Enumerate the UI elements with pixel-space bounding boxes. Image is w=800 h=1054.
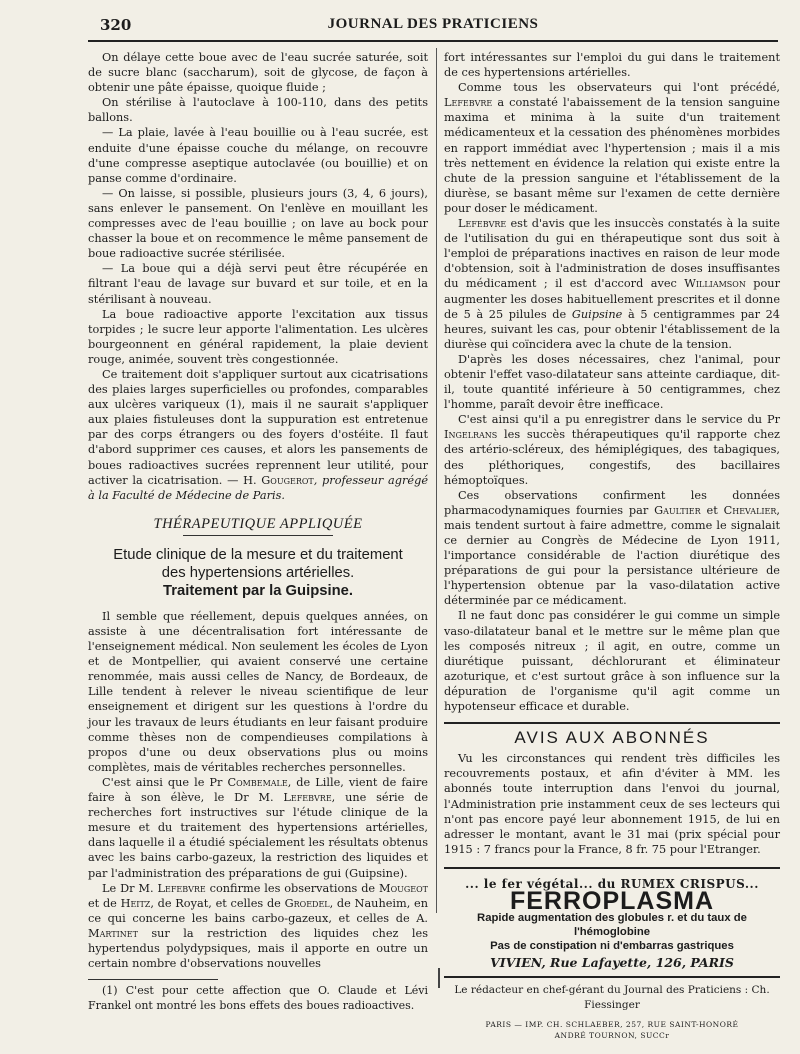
person-name: Ingelrans xyxy=(444,428,498,442)
notice-box xyxy=(444,722,780,857)
person-name: Williamson xyxy=(684,277,746,291)
footnote: (1) C'est pour cette affection que O. Claude et Lévi Frankel ont montré les bons effets des boues radioactives. xyxy=(88,984,428,1012)
ad-claim: Rapide augmentation des globules r. et du taux de l'hémoglobine xyxy=(477,912,747,939)
article-title-line: des hypertensions artérielles. xyxy=(161,564,355,581)
section-rule xyxy=(183,535,333,536)
article-subtitle: Traitement par la Guipsine. xyxy=(163,582,353,599)
person-name: Lefebvre xyxy=(283,791,332,805)
paragraph: D'après les doses nécessaires, chez l'animal, pour obtenir l'effet vaso-dilatateur sans atteinte cardiaque, dit-il, toute quantité inférieure à 50 centigrammes, chez l'homme, paraît devoir être inefficace. xyxy=(444,352,780,412)
paragraph: — On laisse, si possible, plusieurs jours (3, 4, 6 jours), sans enlever le pansement. On l'enlève en mouillant les compresses avec de l'eau bouillie ; on lave au bock pour chasser la boue et on recommence le même pansement de boue radioactive sucrée stérilisée. xyxy=(88,186,428,261)
printer-line: ANDRÉ TOURNON, SUCCr xyxy=(554,1031,670,1041)
advertisement xyxy=(444,867,780,978)
paragraph xyxy=(444,488,780,609)
footnote-rule xyxy=(88,979,218,980)
article-title-line: Etude clinique de la mesure et du traitement xyxy=(113,546,403,563)
paragraph xyxy=(88,367,428,503)
author-name: Gougerot xyxy=(261,473,314,487)
text-run: C'est ainsi qu'il a pu enregistrer dans le service du Pr xyxy=(458,413,780,427)
text-run: Ces observations confirment les données pharmacodynamiques fournies par xyxy=(444,488,780,517)
person-name: Martinet xyxy=(88,926,138,940)
paragraph xyxy=(444,412,780,487)
author-affiliation: , professeur agrégé à la Faculté de Médecine de Paris. xyxy=(88,473,428,502)
text-run: , de Nauheim, en ce qui concerne les bains carbo-gazeux, et celles de A. xyxy=(88,896,429,925)
person-name: Chevalier xyxy=(723,503,777,517)
person-name: Gaultier xyxy=(654,503,701,517)
paragraph: On délaye cette boue avec de l'eau sucrée saturée, soit de sucre blanc (saccharum), soit de glycose, de façon à obtenir une pâte épaisse, quoique fluide ; xyxy=(88,51,428,95)
paragraph xyxy=(88,775,428,881)
ad-tagline: ... le fer végétal... du RUMEX CRISPUS... xyxy=(465,876,759,891)
notice-title: AVIS AUX ABONNÉS xyxy=(514,728,710,748)
paragraph: Il ne faut donc pas considérer le gui comme un simple vaso-dilatateur banal et le mettre sur le même plan que les composés nitreux ; il agit, en outre, comme un diurétique puissant, déchlorurant et éliminateur azoturique, et c'est surtout grâce à son influence sur la dépuration de l'organisme qu'il agit comme un hypotenseur efficace et durable. xyxy=(444,609,780,714)
printer-line: PARIS — IMP. CH. SCHLAEBER, 257, RUE SAINT-HONORÉ xyxy=(485,1020,739,1030)
page-header xyxy=(88,14,778,42)
section-title: THÉRAPEUTIQUE APPLIQUÉE xyxy=(153,515,363,532)
notice-text: Vu les circonstances qui rendent très difficiles les recouvrements postaux, et afin d'éviter à MM. les abonnés toute interruption dans l'envoi du journal, l'Administration prie instamment ceux de ses lecteurs qui n'ont pas encore payé leur abonnement 1915, de lui en adresser le montant, avant le 31 mai (prix spécial pour 1915 : 7 francs pour la France, 8 fr. 75 pour l'Etranger. xyxy=(444,752,780,856)
text-run: est d'avis que les insuccès constatés à la suite de l'utilisation du gui en thérapeutique sont dus soit à l'emploi de préparations inactives en raison de leur mode d'obtension, soit à l'administration de doses insuffisantes du médicament ; il est d'accord avec xyxy=(444,217,780,291)
text-run: les succès thérapeutiques qu'il rapporte chez des artério-scléreux, des hémiplégiques, des tabagiques, des pléthoriques, congestifs, des bacillaires hémoptoïques. xyxy=(444,428,780,487)
editor-line: Le rédacteur en chef-gérant du Journal des Praticiens : Ch. Fiessinger xyxy=(454,984,770,1012)
text-run: confirme les observations de xyxy=(205,881,380,895)
ad-address: VIVIEN, Rue Lafayette, 126, PARIS xyxy=(490,955,734,971)
right-column xyxy=(444,50,780,1041)
paragraph xyxy=(444,80,780,216)
ad-brand: FERROPLASMA xyxy=(509,886,715,915)
text-run: C'est ainsi que le Pr xyxy=(102,775,228,789)
ad-claim: Pas de constipation ni d'embarras gastriques xyxy=(490,940,734,953)
person-name: Mougeot xyxy=(379,881,429,895)
text-run: et xyxy=(700,503,724,517)
text-run: a constaté l'abaissement de la tension sanguine maxima et minima à la suite d'un traitement médicamenteux et la cessation des phénomènes morbides en rapport immédiat avec l'hypertension ; mais il a mis très nettement en évidence la relation qui existe entre la chute de la pression sanguine et l'établissement de la diurèse, se basant même sur l'examen de cette dernière pour doser le médicament. xyxy=(444,96,780,215)
person-name: Groedel xyxy=(284,896,330,910)
paragraph xyxy=(444,216,780,352)
text-run: à 5 centigrammes par 24 heures, suivant les cas, pour obtenir l'établissement de la diurèse qui coïncidera avec la chute de la tension. xyxy=(444,307,780,351)
left-column xyxy=(88,50,428,1013)
paragraph xyxy=(88,881,428,972)
text-run: Comme tous les observateurs qui l'ont précédé, xyxy=(458,81,780,95)
paragraph-text: Ce traitement doit s'appliquer surtout aux cicatrisations des plaies larges superficielles ou profondes, comparables aux ulcères variqueux (1), mais il ne saurait s'appliquer aux plaies fistuleuses dont la suppuration est entretenue par des corps étrangers ou des foyers d'ostéite. Il faut d'abord supprimer ces causes, et alors les pansements de boues radioactives sucrées reprennent leur utilité, pour activer la cicatrisation. — H. xyxy=(88,367,428,487)
person-name: Combemale xyxy=(227,775,288,789)
person-name: Lefebvre xyxy=(458,217,507,231)
paragraph: — La plaie, lavée à l'eau bouillie ou à l'eau sucrée, est enduite d'une épaisse couche du mélange, on recouvre d'une compresse aseptique autoclavée (ou bouillie) et on panse comme d'ordinaire. xyxy=(88,126,428,185)
text-run: , mais tendent surtout à faire admettre, comme le signalait ce dernier au Congrès de Médecine de Lyon 1911, l'importance considérable de l'action diurétique des préparations de gui pour la persistance ultérieure de l'hypertension obtenue par la vaso-dilatation active déterminée par ce médicament. xyxy=(444,503,780,608)
text-run: pour augmenter les doses habituellement prescrites et il donne de 5 à 25 pilules de xyxy=(444,277,780,321)
text-run: Le Dr M. xyxy=(102,881,158,895)
person-name: Heitz xyxy=(120,896,151,910)
person-name: Lefebvre xyxy=(444,96,493,110)
column-divider xyxy=(436,48,437,913)
text-run: sur la restriction des liquides chez les hypertendus polydypsiques, mais il apporte en outre un certain nombre d'observations nouvelles xyxy=(88,926,428,971)
product-name: Guipsine xyxy=(571,307,623,321)
text-run: et de xyxy=(88,896,121,910)
printer-imprint xyxy=(444,1019,780,1041)
paper-mark xyxy=(438,968,440,988)
text-run: , de Lille, vient de faire faire à son élève, le Dr M. xyxy=(88,775,428,805)
paragraph: — La boue qui a déjà servi peut être récupérée en filtrant l'eau de lavage sur buvard et sur toile, et en la stérilisant à nouveau. xyxy=(88,262,428,306)
article-title xyxy=(88,546,428,600)
paragraph: La boue radioactive apporte l'excitation aux tissus torpides ; le sucre leur apporte l'alimentation. Les ulcères bourgeonnent en général rapidement, la plaie devient rouge, animée, souvent très congestionnée. xyxy=(88,307,428,366)
text-run: , une série de recherches fort instructives sur l'étude clinique de la mesure et du traitement des hypertensions artérielles, dans laquelle il a étudié spécialement les résultats obtenus avec les bains carbo-gazeux, la restriction des liquides et par l'administration des préparations de gui (Guipsine). xyxy=(88,791,429,880)
paragraph: Il semble que réellement, depuis quelques années, on assiste à une décentralisation fort intéressante de l'enseignement médical. Non seulement les écoles de Lyon et de Montpellier, qui avaient conservé une certaine renommée, mais aussi celles de Nancy, de Bordeaux, de Lille tendent à relever le niveau scientifique de leur enseignement et dirigent sur les questions à l'ordre du jour les travaux de leurs étudiants en leur faisant produire comme thèses non de compendieuses compilations à propos d'une ou deux observations plus ou moins complètes, mais de véritables recherches personnelles. xyxy=(88,609,428,774)
journal-title: JOURNAL DES PRATICIENS xyxy=(327,16,539,32)
paragraph: On stérilise à l'autoclave à 100-110, dans des petits ballons. xyxy=(88,96,428,125)
text-run: , de Royat, et celles de xyxy=(150,896,285,910)
paragraph: fort intéressantes sur l'emploi du gui dans le traitement de ces hypertensions artérielles. xyxy=(444,51,780,80)
person-name: Lefebvre xyxy=(157,881,206,895)
page-number: 320 xyxy=(100,16,132,34)
